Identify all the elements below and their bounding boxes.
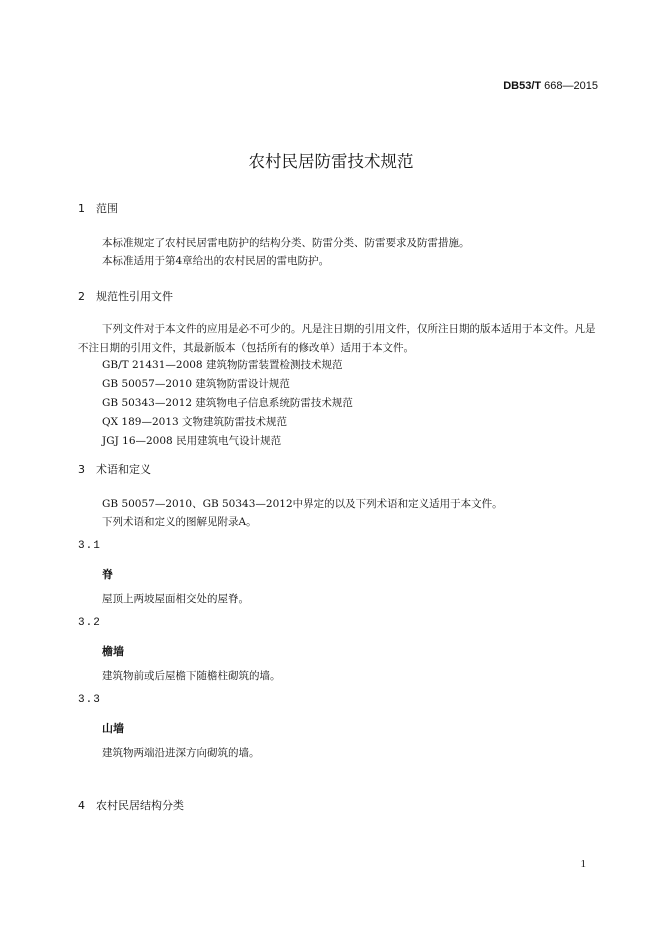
reference-item: QX 189—2013 文物建筑防雷技术规范 <box>102 416 288 428</box>
section-2-paragraph: 下列文件对于本文件的应用是必不可少的。凡是注日期的引用文件，仅所注日期的版本适用于本文件。凡是不注日期的引用文件，其最新版本（包括所有的修改单）适用于本文件。 <box>78 323 596 354</box>
section-number: 2 <box>78 290 85 303</box>
section-title: 农村民居结构分类 <box>96 799 184 812</box>
section-3-line-1: GB 50057—2010、GB 50343—2012中界定的以及下列术语和定义适用于本文件。 <box>102 498 503 510</box>
term-name: 山墙 <box>102 722 124 735</box>
reference-item: GB 50057—2010 建筑物防雷设计规范 <box>102 378 290 390</box>
term-name: 脊 <box>102 568 113 581</box>
document-title: 农村民居防雷技术规范 <box>248 152 414 171</box>
standard-code <box>503 80 598 92</box>
standard-code-number: 668—2015 <box>544 80 598 92</box>
section-3-heading <box>78 461 151 477</box>
reference-item: GB 50343—2012 建筑物电子信息系统防雷技术规范 <box>102 397 353 409</box>
section-2-heading <box>78 288 173 304</box>
section-1-line-2: 本标准适用于第4章给出的农村民居的雷电防护。 <box>102 255 330 267</box>
section-1-line-1: 本标准规定了农村民居雷电防护的结构分类、防雷分类、防雷要求及防雷措施。 <box>102 237 470 249</box>
standard-code-prefix: DB53/T <box>503 80 542 92</box>
section-number: 1 <box>78 202 85 215</box>
page-number: 1 <box>580 858 586 870</box>
section-3-line-2: 下列术语和定义的图解见附录A。 <box>102 516 257 528</box>
section-number: 4 <box>78 799 85 812</box>
term-name: 檐墙 <box>102 645 124 658</box>
section-title: 规范性引用文件 <box>96 290 173 303</box>
reference-item: JGJ 16—2008 民用建筑电气设计规范 <box>102 435 282 447</box>
term-number: 3.3 <box>78 694 101 706</box>
term-definition: 建筑物两端沿进深方向砌筑的墙。 <box>102 747 260 759</box>
section-1-heading <box>78 200 118 216</box>
section-title: 范围 <box>96 202 118 215</box>
section-title: 术语和定义 <box>96 463 151 476</box>
term-definition: 屋顶上两坡屋面相交处的屋脊。 <box>102 593 249 605</box>
term-definition: 建筑物前或后屋檐下随檐柱砌筑的墙。 <box>102 670 281 682</box>
reference-item: GB/T 21431—2008 建筑物防雷装置检测技术规范 <box>102 359 343 371</box>
term-number: 3.1 <box>78 540 101 552</box>
term-number: 3.2 <box>78 617 101 629</box>
section-number: 3 <box>78 463 85 476</box>
section-4-heading <box>78 797 184 813</box>
